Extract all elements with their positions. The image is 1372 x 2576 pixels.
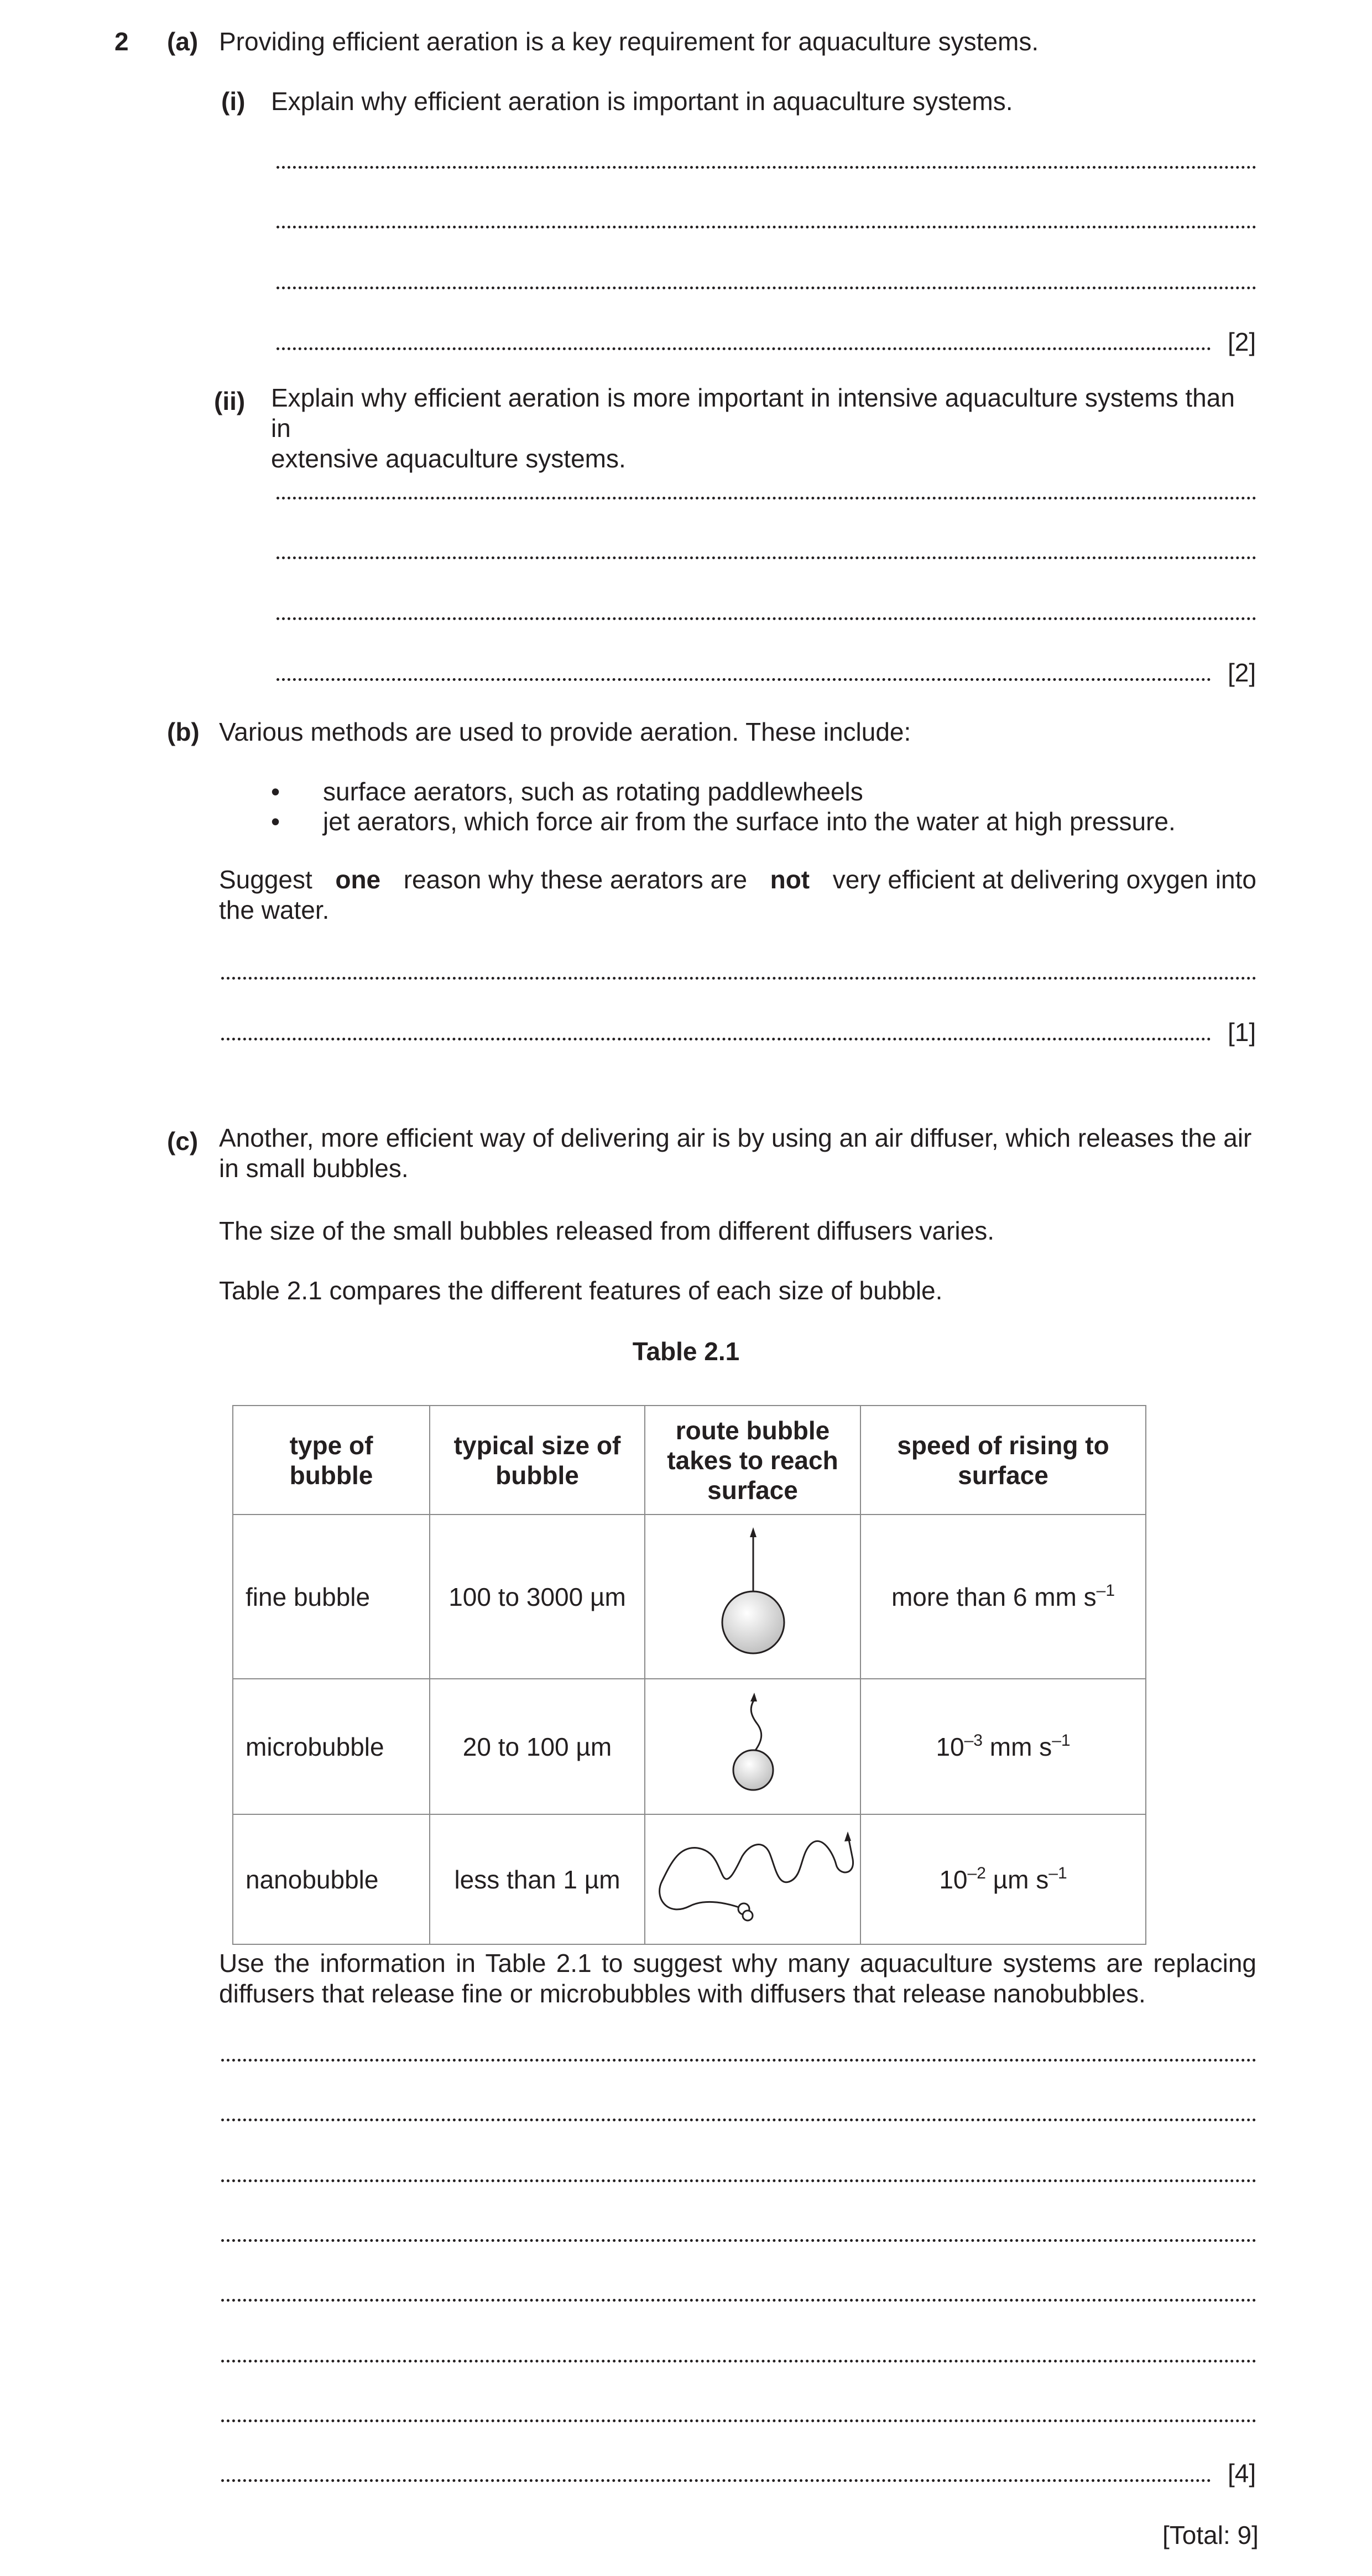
cell-route (645, 1814, 860, 1944)
part-a-ii-text (271, 383, 1256, 474)
answer-line[interactable] (277, 556, 1256, 559)
part-b-label: (b) (167, 717, 200, 746)
answer-line[interactable] (277, 226, 1256, 228)
answer-line[interactable] (221, 2299, 1256, 2302)
marks-a-ii: [2] (1228, 658, 1256, 687)
part-b-stem: Various methods are used to provide aeration. These include: (219, 717, 911, 746)
cell-type: microbubble (233, 1679, 430, 1814)
marks-b: [1] (1228, 1018, 1256, 1047)
table-row (233, 1679, 1146, 1814)
answer-line[interactable] (221, 2479, 1211, 2482)
part-c-paragraph3: Table 2.1 compares the different features of each size of bubble. (219, 1276, 943, 1305)
question-number: 2 (114, 27, 129, 56)
table-header-row (233, 1406, 1146, 1515)
header-type: type of bubble (233, 1406, 430, 1515)
part-a-i-text: Explain why efficient aeration is important in aquaculture systems. (271, 87, 1013, 116)
cell-type: nanobubble (233, 1814, 430, 1944)
cell-type: fine bubble (233, 1515, 430, 1679)
part-a-stem: Providing efficient aeration is a key requirement for aquaculture systems. (219, 27, 1039, 56)
part-b-question-line2: the water. (219, 896, 330, 924)
marks-a-i: [2] (1228, 327, 1256, 356)
answer-line[interactable] (221, 1038, 1211, 1040)
answer-line[interactable] (277, 678, 1211, 681)
answer-line[interactable] (277, 166, 1256, 169)
cell-speed: $10^{-2}$ µm $s^{-1}$ (860, 1814, 1146, 1944)
part-c-paragraph2: The size of the small bubbles released from different diffusers varies. (219, 1216, 994, 1245)
header-size: typical size of bubble (430, 1406, 645, 1515)
part-a-i-label: (i) (221, 87, 246, 116)
bullet-item: jet aerators, which force air from the surface into the water at high pressure. (323, 807, 1176, 836)
table-2-1 (232, 1405, 1146, 1945)
part-a-ii-line1: Explain why efficient aeration is more important in intensive aquaculture systems than in (271, 383, 1235, 443)
answer-line[interactable] (221, 2059, 1256, 2062)
bullet-item: surface aerators, such as rotating paddlewheels (323, 777, 863, 806)
answer-line[interactable] (277, 497, 1256, 499)
part-a-label: (a) (167, 27, 199, 56)
straight-route-icon (645, 1515, 861, 1672)
marks-c: [4] (1228, 2459, 1256, 2487)
part-c-label: (c) (167, 1127, 199, 1156)
answer-line[interactable] (221, 2119, 1256, 2121)
part-c-question: Use the information in Table 2.1 to suggest why many aquaculture systems are replacing diffusers that release fine or microbubbles with diffusers that release nanobubbles. (219, 1949, 1256, 2008)
question-total: [Total: 9] (1162, 2521, 1259, 2549)
part-b-question-line1: Suggest one reason why these aerators are not very efficient at delivering oxygen into (219, 865, 1256, 894)
answer-line[interactable] (221, 2239, 1256, 2242)
answer-line[interactable] (221, 2419, 1256, 2422)
answer-line[interactable] (221, 2360, 1256, 2362)
table-row (233, 1515, 1146, 1679)
part-b-question (219, 865, 1256, 925)
part-c-paragraph1: Another, more efficient way of delivering air is by using an air diffuser, which releases the air in small bubbles. (219, 1123, 1252, 1183)
cell-route (645, 1515, 860, 1679)
part-a-ii-label: (ii) (214, 387, 246, 415)
cell-size: less than 1 µm (430, 1814, 645, 1944)
header-speed: speed of rising to surface (860, 1406, 1146, 1515)
bullet-icon: • (271, 807, 280, 836)
meandering-route-icon (645, 1815, 861, 1938)
answer-line[interactable] (277, 617, 1256, 620)
cell-speed: $10^{-3}$ mm $s^{-1}$ (860, 1679, 1146, 1814)
answer-line[interactable] (277, 287, 1256, 289)
part-a-ii-line2: extensive aquaculture systems. (271, 444, 626, 473)
cell-size: 100 to 3000 µm (430, 1515, 645, 1679)
wavy-route-icon (645, 1679, 861, 1808)
cell-route (645, 1679, 860, 1814)
table-row (233, 1814, 1146, 1944)
header-route: route bubble takes to reach surface (645, 1406, 860, 1515)
cell-size: 20 to 100 µm (430, 1679, 645, 1814)
answer-line[interactable] (221, 977, 1256, 980)
table-caption: Table 2.1 (632, 1337, 740, 1366)
answer-line[interactable] (221, 2179, 1256, 2182)
bullet-icon: • (271, 777, 280, 806)
cell-speed: more than 6 mm $s^{-1}$ (860, 1515, 1146, 1679)
answer-line[interactable] (277, 347, 1211, 350)
